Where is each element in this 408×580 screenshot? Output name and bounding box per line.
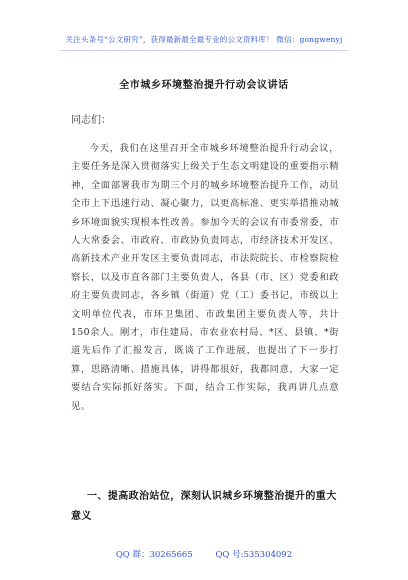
document-title: 全市城乡环境整治提升行动会议讲话 — [119, 80, 289, 91]
qq-account-number: QQ 号:535304092 — [215, 550, 293, 560]
body-paragraph: 今天，我们在这里召开全市城乡环境整治提升行动会议，主要任务是深入贯彻落实上级关于生态文明建设的重要指示精神，全面部署我市为期三个月的城乡环境整治提升工作，动员全市上下迅速行动、凝心聚力，以更高标准、更实举措推动城乡环境面貌实现根本性改善。参加今天的会议有市委常委，市人大常委会、市政府、市政协负责同志，市经济技术开发区、高新技术产业开发区主要负责同志，市法院院长、市检察院检察长，以及市直各部门主要负责人，各县（市、区）党委和政府主要负责同志，各乡镇（街道）党（工）委书记，市级以上文明单位代表，市环卫集团、市政集团主要负责人等，共计150余人。刚才，市住建局、市农业农村局、*区、县镇、*街道先后作了汇报发言，既谈了工作进展，也提出了下一步打算，思路清晰、措施具体，讲得都很好，我都同意，大家一定要结合实际抓好落实。下面，结合工作实际，我再讲几点意见。 — [71, 143, 339, 412]
footer-contact — [0, 548, 408, 560]
salutation: 同志们： — [71, 115, 111, 126]
section-heading: 一、提高政治站位，深刻认识城乡环境整治提升的重大意义 — [71, 491, 337, 522]
qq-group-number: QQ 群：30265665 — [115, 550, 193, 560]
promo-banner: 关注头条号“公文研究”，获得最新最全最专业的公文资料库！ 微信：gongwenyj — [65, 35, 343, 44]
banner-divider — [60, 50, 348, 51]
